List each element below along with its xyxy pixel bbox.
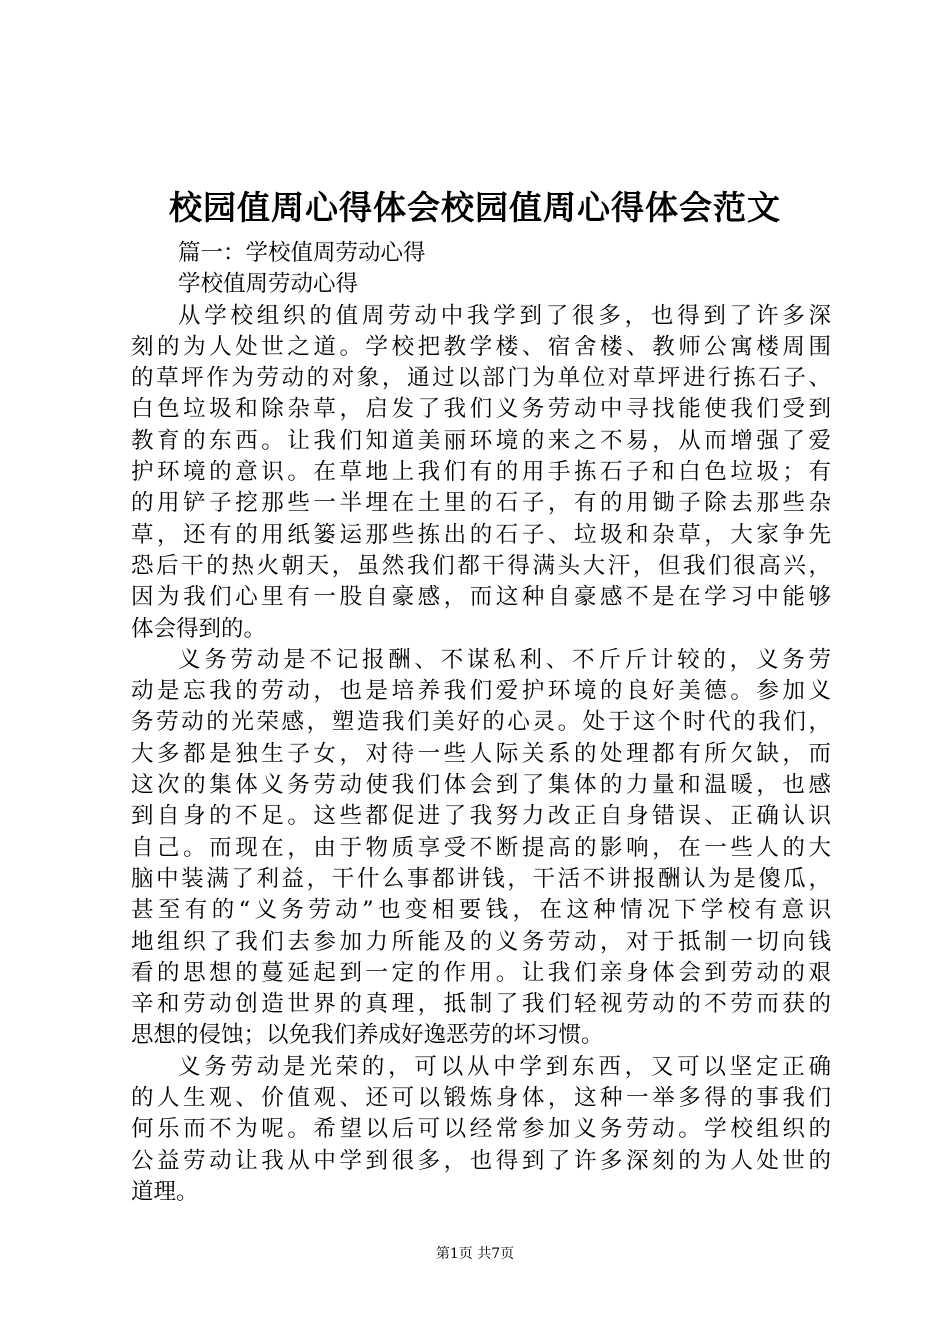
paragraph-line: 何乐而不为呢。希望以后可以经常参加义务劳动。学校组织的 <box>131 1116 831 1143</box>
paragraph-line: 道理。 <box>131 1178 199 1205</box>
paragraph-line: 义务劳动是光荣的，可以从中学到东西，又可以坚定正确 <box>178 1053 831 1080</box>
page-number-footer: 第1页 共7页 <box>435 1246 515 1262</box>
paragraph-line: 刻的为人处世之道。学校把教学楼、宿舍楼、教师公寓楼周围 <box>131 333 831 360</box>
paragraph-line: 到自身的不足。这些都促进了我努力改正自身错误、正确认识 <box>131 803 831 830</box>
paragraph-line: 的用铲子挖那些一半埋在土里的石子，有的用锄子除去那些杂 <box>131 490 831 517</box>
paragraph-line: 草，还有的用纸篓运那些拣出的石子、垃圾和杂草，大家争先 <box>131 521 831 548</box>
paragraph-line: 的人生观、价值观、还可以锻炼身体，这种一举多得的事我们 <box>131 1085 831 1112</box>
paragraph-line: 务劳动的光荣感，塑造我们美好的心灵。处于这个时代的我们， <box>131 709 831 736</box>
paragraph-line: 思想的侵蚀；以免我们养成好逸恶劳的坏习惯。 <box>131 1022 604 1049</box>
paragraph-line: 教育的东西。让我们知道美丽环境的来之不易，从而增强了爱 <box>131 427 831 454</box>
paragraph-line: 的草坪作为劳动的对象，通过以部门为单位对草坪进行拣石子、 <box>131 365 831 392</box>
paragraph-line: 护环境的意识。在草地上我们有的用手拣石子和白色垃圾；有 <box>131 459 831 486</box>
paragraph-line: 从学校组织的值周劳动中我学到了很多，也得到了许多深 <box>178 302 831 329</box>
paragraph-line: 甚至有的“义务劳动”也变相要钱，在这种情况下学校有意识 <box>131 897 831 924</box>
paragraph-line: 脑中装满了利益，干什么事都讲钱，干活不讲报酬认为是傻瓜， <box>131 865 831 892</box>
paragraph-line: 大多都是独生子女，对待一些人际关系的处理都有所欠缺，而 <box>131 740 831 767</box>
paragraph-line: 因为我们心里有一股自豪感，而这种自豪感不是在学习中能够 <box>131 584 831 611</box>
paragraph-line: 公益劳动让我从中学到很多，也得到了许多深刻的为人处世的 <box>131 1147 831 1174</box>
section-heading: 篇一：学校值周劳动心得 <box>178 240 426 266</box>
paragraph-line: 动是忘我的劳动，也是培养我们爱护环境的良好美德。参加义 <box>131 678 831 705</box>
paragraph-line: 看的思想的蔓延起到一定的作用。让我们亲身体会到劳动的艰 <box>131 959 831 986</box>
paragraph-line: 地组织了我们去参加力所能及的义务劳动，对于抵制一切向钱 <box>131 928 831 955</box>
paragraph-line: 恐后干的热火朝天，虽然我们都干得满头大汗，但我们很高兴， <box>131 552 831 579</box>
paragraph-line: 辛和劳动创造世界的真理，抵制了我们轻视劳动的不劳而获的 <box>131 991 831 1018</box>
paragraph-line: 白色垃圾和除杂草，启发了我们义务劳动中寻找能使我们受到 <box>131 396 831 423</box>
paragraph-line: 这次的集体义务劳动使我们体会到了集体的力量和温暖，也感 <box>131 772 831 799</box>
document-title: 校园值周心得体会校园值周心得体会范文 <box>169 188 781 227</box>
document-body <box>131 238 831 1208</box>
paragraph-line: 自己。而现在，由于物质享受不断提高的影响，在一些人的大 <box>131 834 831 861</box>
subheading: 学校值周劳动心得 <box>178 271 359 298</box>
paragraph-line: 义务劳动是不记报酬、不谋私利、不斤斤计较的，义务劳 <box>178 646 831 673</box>
paragraph-line: 体会得到的。 <box>131 615 267 642</box>
